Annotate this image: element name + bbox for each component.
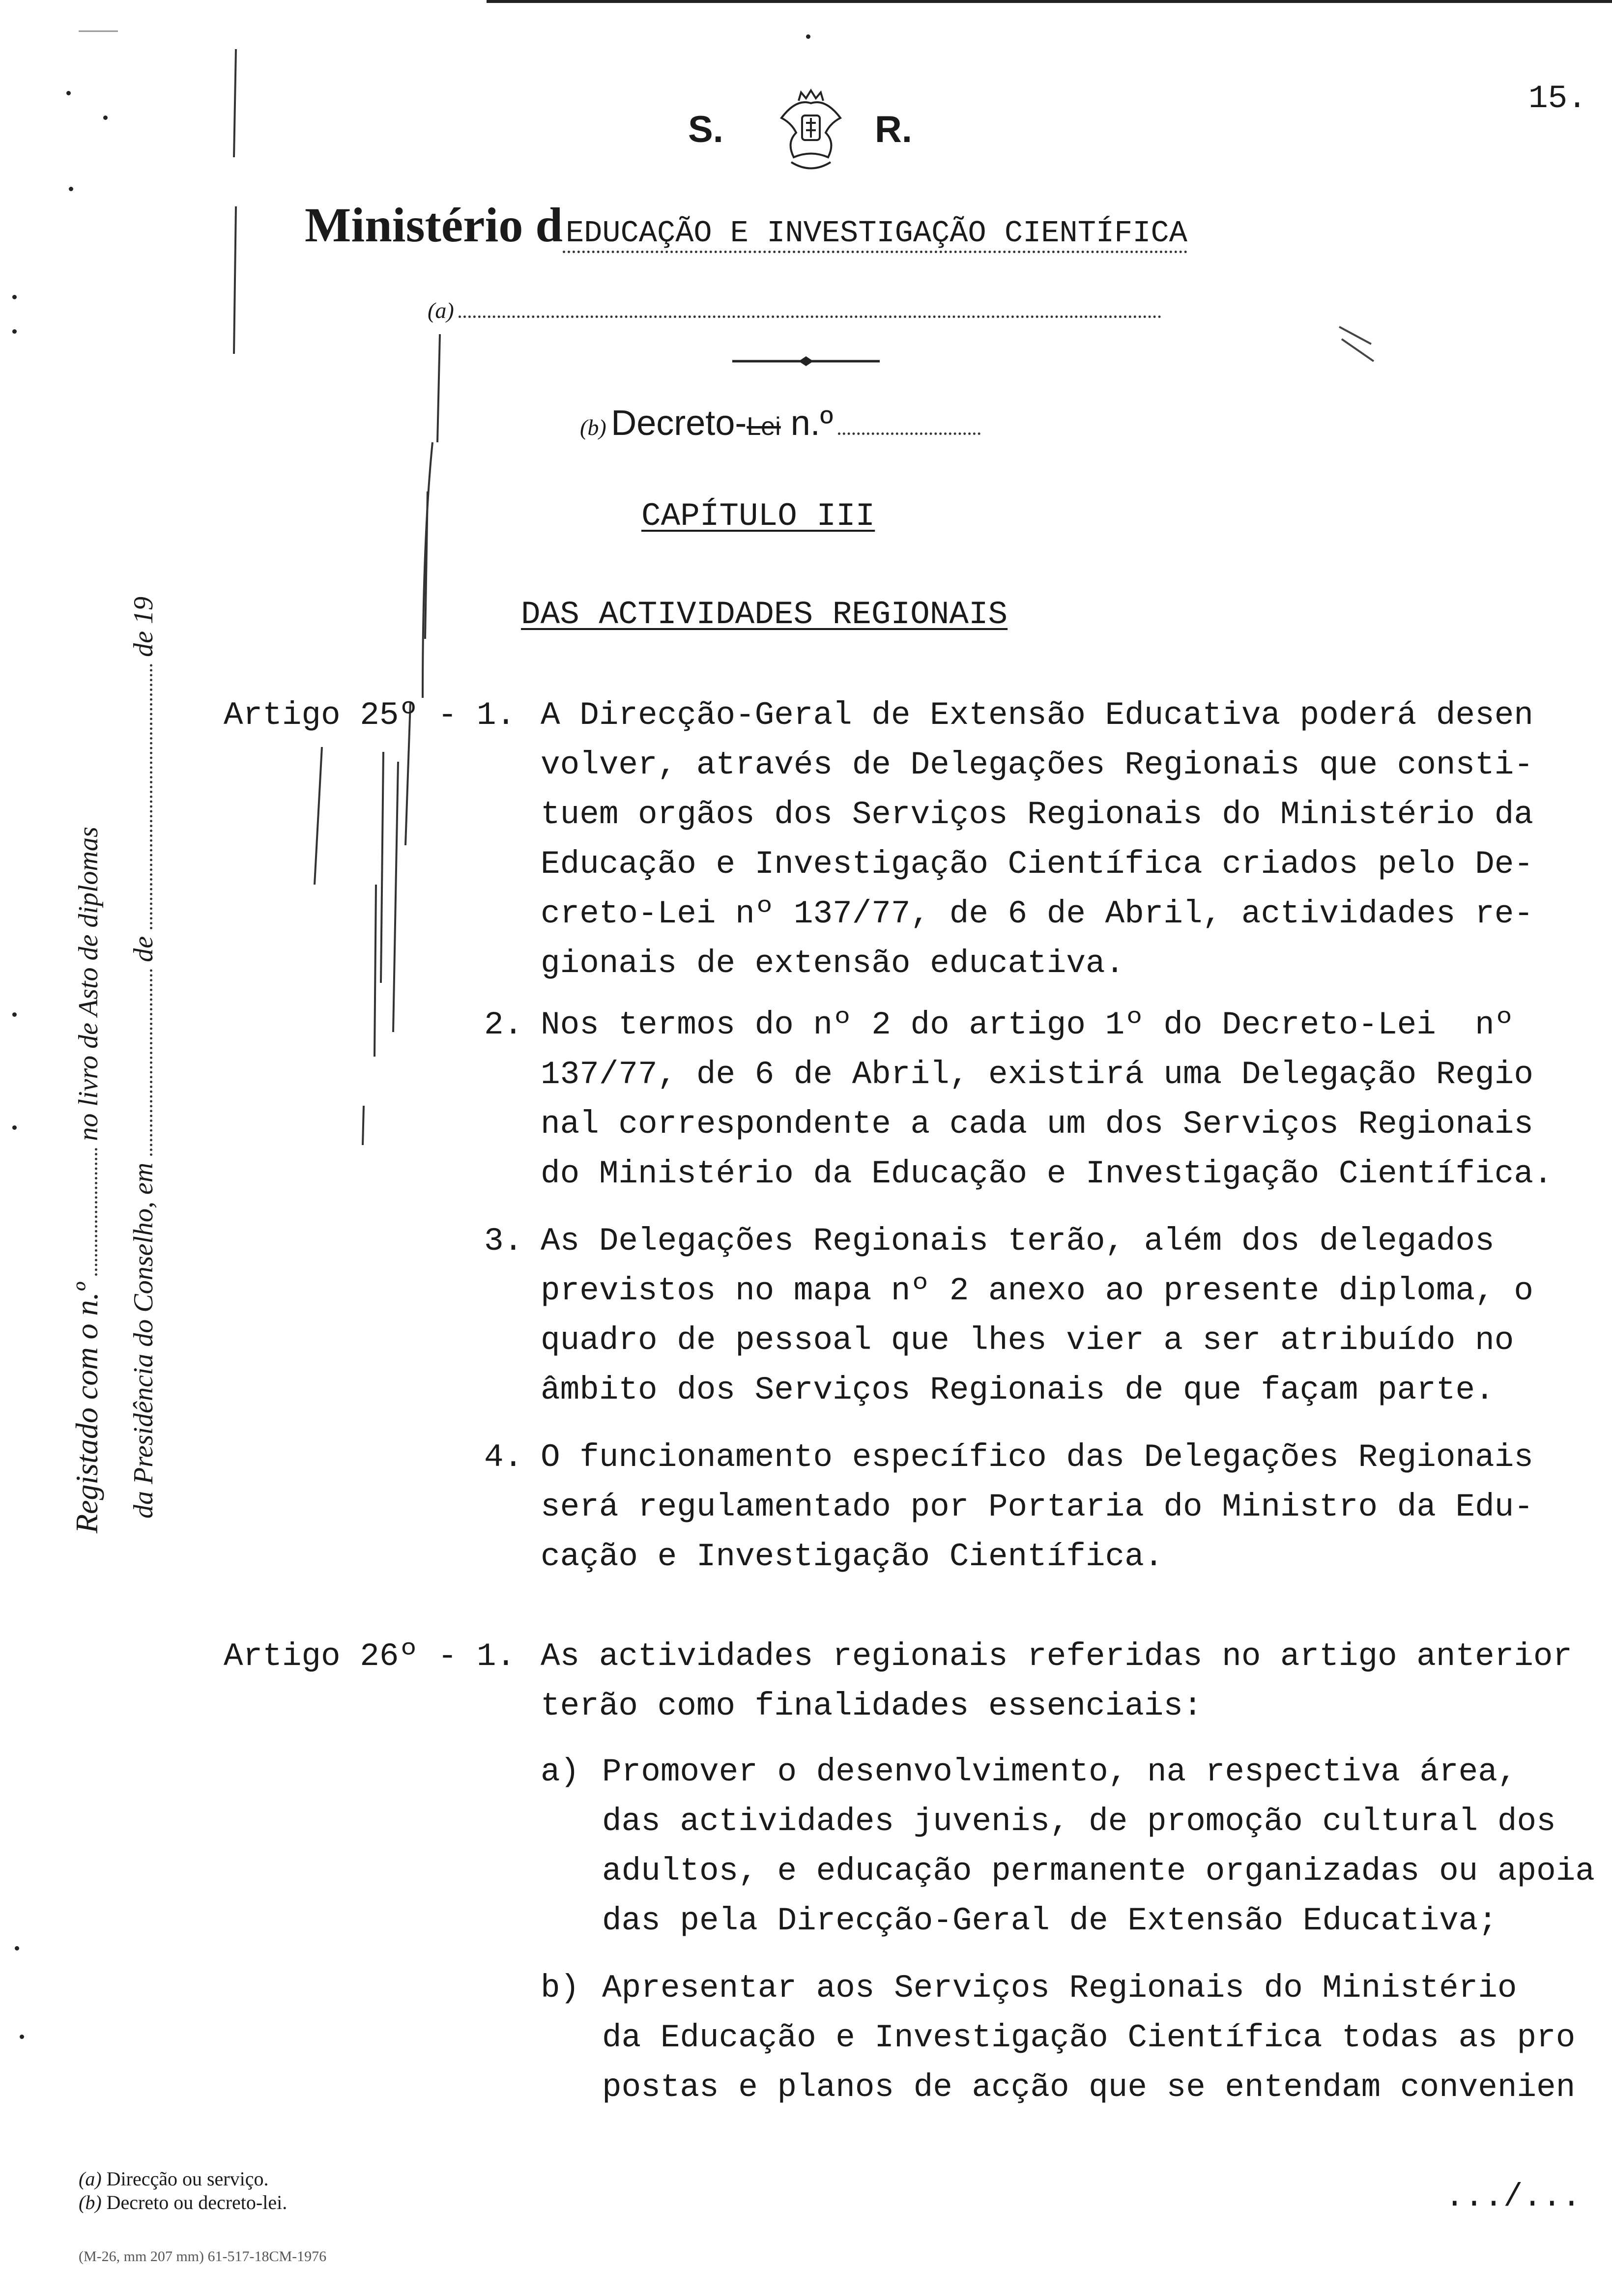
text-line: será regulamentado por Portaria do Ministro da Edu- [541,1489,1533,1525]
text-line: Nos termos do nº 2 do artigo 1º do Decreto-Lei nº [541,1006,1514,1043]
text-line: tuem orgãos dos Serviços Regionais do Ministério da [541,796,1533,833]
speck [103,115,108,120]
coat-of-arms-emblem [772,88,850,177]
text-line: âmbito dos Serviços Regionais de que façam parte. [541,1372,1495,1408]
pencil-mark-right [1337,324,1376,364]
ministry-name: EDUCAÇÃO E INVESTIGAÇÃO CIENTÍFICA [563,216,1187,253]
text-line: quadro de pessoal que lhes vier a ser atribuído no [541,1322,1514,1359]
pencil-strokes [216,49,462,1179]
header-right-letter: R. [875,109,912,150]
article-25-para-4-num: 4. [484,1439,523,1476]
text-line: As actividades regionais referidas no artigo anterior [541,1638,1573,1675]
decree-field [580,403,980,443]
article-26-item-b-letter: b) [541,1970,580,2007]
article-25-para-4 [541,1433,1533,1581]
top-rule [487,0,1612,3]
speck [806,34,810,39]
field-a [428,297,1161,323]
text-line: das pela Direcção-Geral de Extensão Educativa; [602,1902,1497,1939]
article-26-item-b [602,1963,1575,2112]
text-line: volver, através de Delegações Regionais que consti- [541,746,1533,783]
article-25-para-2 [541,1000,1553,1199]
decree-dotted-line [838,428,980,435]
margin-registration-line-2: da Presidência do Conselho, em de de 19 [128,597,159,1519]
text-line: das actividades juvenis, de promoção cultural dos [602,1803,1556,1840]
header-left-letter: S. [688,109,723,150]
text-line: 137/77, de 6 de Abril, existirá uma Delegação Regio [541,1056,1533,1093]
text-line: As Delegações Regionais terão, além dos delegados [541,1223,1495,1260]
speck [12,329,17,334]
speck [20,2035,24,2039]
article-26-label: Artigo 26º - 1. [224,1638,516,1675]
top-rule-left [79,30,118,32]
speck [15,1946,19,1951]
text-line: Apresentar aos Serviços Regionais do Ministério [602,1970,1517,2007]
text-line: A Direcção-Geral de Extensão Educativa poderá desen [541,697,1533,734]
article-26-intro [541,1632,1572,1731]
header-divider [732,356,880,366]
speck [12,1012,17,1017]
form-reference: (M-26, mm 207 mm) 61-517-18CM-1976 [79,2248,327,2265]
footnote-b: (b) Decreto ou decreto-lei. [79,2191,288,2213]
article-25-label: Artigo 25º - 1. [224,697,516,734]
footnote-a: (a) Direcção ou serviço. [79,2168,269,2190]
text-line: do Ministério da Educação e Investigação Científica. [541,1155,1553,1192]
speck [12,1125,17,1130]
decree-type: Lei [747,412,781,441]
ministry-prefix: Ministério d [305,198,563,252]
speck [66,91,71,95]
text-line: gionais de extensão educativa. [541,945,1125,982]
text-line: postas e planos de acção que se entendam convenien [602,2069,1576,2106]
continuation-mark: .../... [1445,2179,1582,2215]
speck [12,295,17,299]
field-a-label: (a) [428,298,454,323]
article-25-para-3-num: 3. [484,1223,523,1260]
field-b-label: (b) [580,415,606,440]
text-line: terão como finalidades essenciais: [541,1688,1203,1724]
article-25-para-1 [541,690,1533,988]
text-line: nal correspondente a cada um dos Serviços Regionais [541,1106,1533,1143]
chapter-title: CAPÍTULO III [641,498,875,535]
text-line: O funcionamento específico das Delegações Regionais [541,1439,1533,1476]
article-26-item-a [602,1747,1595,1946]
article-26-item-a-letter: a) [541,1753,580,1790]
field-a-dotted-line [459,311,1161,318]
text-line: cação e Investigação Científica. [541,1538,1164,1575]
article-25-para-3 [541,1216,1533,1415]
article-25-para-2-num: 2. [484,1006,523,1043]
page-number: 15. [1528,80,1587,117]
text-line: da Educação e Investigação Científica todas as pro [602,2019,1576,2056]
text-line: Educação e Investigação Científica criados pelo De- [541,846,1533,883]
margin-registration-line-1: Registado com o n.º no livro de Asto de diplomas [69,827,104,1533]
text-line: adultos, e educação permanente organizadas ou apoia [602,1853,1595,1890]
decree-label: Decreto- [611,403,747,443]
text-line: Promover o desenvolvimento, na respectiva área, [602,1753,1517,1790]
speck [69,187,73,191]
chapter-subtitle: DAS ACTIVIDADES REGIONAIS [521,596,1008,633]
decree-suffix: n.º [780,403,834,443]
text-line: previstos no mapa nº 2 anexo ao presente diploma, o [541,1272,1533,1309]
text-line: creto-Lei nº 137/77, de 6 de Abril, actividades re- [541,895,1533,932]
